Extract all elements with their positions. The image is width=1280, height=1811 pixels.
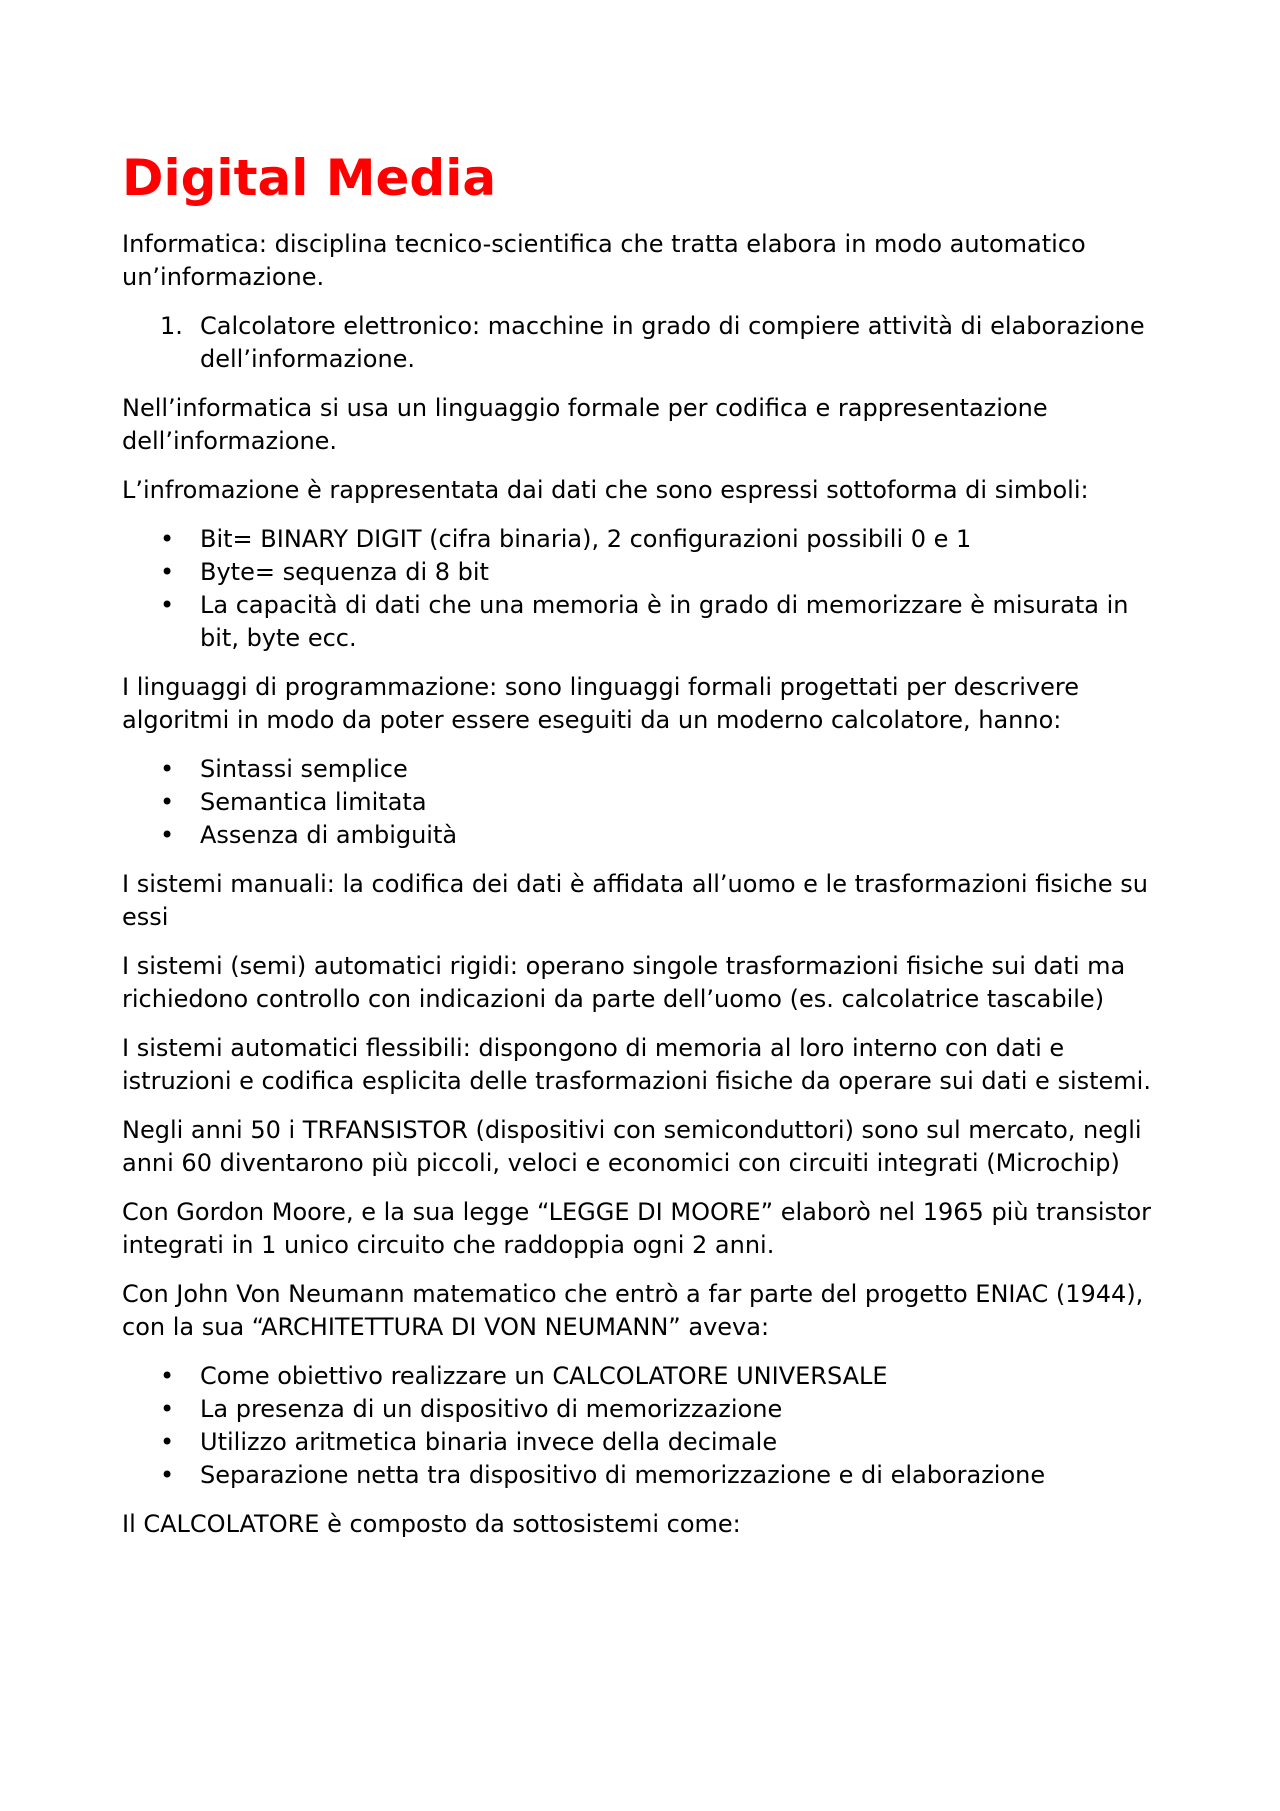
bullet-icon: • <box>160 1427 175 1456</box>
paragraph-calcolatore: Il CALCOLATORE è composto da sottosistemi come: <box>122 1509 741 1538</box>
bullet-icon: • <box>160 590 175 619</box>
list-item-text: La presenza di un dispositivo di memorizzazione <box>200 1394 783 1423</box>
bullet-list-bit-byte <box>122 523 1170 655</box>
bullet-icon: • <box>160 1394 175 1423</box>
bullet-icon: • <box>160 1460 175 1489</box>
list-item <box>160 589 1170 655</box>
paragraph-informazione-dati: L’infromazione è rappresentata dai dati che sono espressi sottoforma di simboli: <box>122 475 1089 504</box>
list-item <box>160 819 1170 852</box>
list-item-text: Bit= BINARY DIGIT (cifra binaria), 2 configurazioni possibili 0 e 1 <box>200 524 972 553</box>
list-item-text: Sintassi semplice <box>200 754 408 783</box>
bullet-icon: • <box>160 524 175 553</box>
list-item-text: Utilizzo aritmetica binaria invece della decimale <box>200 1427 778 1456</box>
bullet-icon: • <box>160 787 175 816</box>
list-item-text: La capacità di dati che una memoria è in grado di memorizzare è misurata in bit, byte ecc. <box>200 590 1129 652</box>
list-item <box>160 786 1170 819</box>
bullet-list-linguaggi <box>122 753 1170 852</box>
paragraph-transistor: Negli anni 50 i TRFANSISTOR (dispositivi con semiconduttori) sono sul mercato, negli anni 60 diventarono più piccoli, veloci e economici con circuiti integrati (Microchip) <box>122 1115 1142 1177</box>
list-item <box>160 556 1170 589</box>
paragraph-sistemi-rigidi: I sistemi (semi) automatici rigidi: operano singole trasformazioni fisiche sui dati ma richiedono controllo con indicazioni da parte dell’uomo (es. calcolatrice tascabile) <box>122 951 1126 1013</box>
bullet-icon: • <box>160 754 175 783</box>
list-item <box>160 753 1170 786</box>
paragraph-von-neumann: Con John Von Neumann matematico che entrò a far parte del progetto ENIAC (1944), con la sua “ARCHITETTURA DI VON NEUMANN” aveva: <box>122 1279 1144 1341</box>
paragraph-sistemi-flessibili: I sistemi automatici flessibili: dispongono di memoria al loro interno con dati e istruzioni e codifica esplicita delle trasformazioni fisiche da operare sui dati e sistemi. <box>122 1033 1151 1095</box>
paragraph-gordon-moore: Con Gordon Moore, e la sua legge “LEGGE DI MOORE” elaborò nel 1965 più transistor integrati in 1 unico circuito che raddoppia ogni 2 anni. <box>122 1197 1152 1259</box>
bullet-icon: • <box>160 820 175 849</box>
list-item <box>160 1360 1170 1393</box>
list-item-text: Assenza di ambiguità <box>200 820 458 849</box>
list-item-text: Come obiettivo realizzare un CALCOLATORE UNIVERSALE <box>200 1361 888 1390</box>
list-item-text: Semantica limitata <box>200 787 427 816</box>
bullet-icon: • <box>160 1361 175 1390</box>
paragraph-informatica: Informatica: disciplina tecnico-scientifica che tratta elabora in modo automatico un’informazione. <box>122 229 1086 291</box>
paragraph-linguaggio-formale: Nell’informatica si usa un linguaggio formale per codifica e rappresentazione dell’informazione. <box>122 393 1048 455</box>
list-item-text: Calcolatore elettronico: macchine in grado di compiere attività di elaborazione dell’informazione. <box>200 311 1145 373</box>
bullet-list-von-neumann <box>122 1360 1170 1492</box>
paragraph-sistemi-manuali: I sistemi manuali: la codifica dei dati è affidata all’uomo e le trasformazioni fisiche su essi <box>122 869 1148 931</box>
page-title: Digital Media <box>122 149 497 207</box>
list-number: 1. <box>160 311 183 340</box>
list-item <box>160 310 1170 376</box>
numbered-list <box>122 310 1170 376</box>
list-item <box>160 1459 1170 1492</box>
bullet-icon: • <box>160 557 175 586</box>
list-item <box>160 523 1170 556</box>
list-item <box>160 1393 1170 1426</box>
list-item <box>160 1426 1170 1459</box>
list-item-text: Separazione netta tra dispositivo di memorizzazione e di elaborazione <box>200 1460 1046 1489</box>
paragraph-linguaggi-programmazione: I linguaggi di programmazione: sono linguaggi formali progettati per descrivere algoritmi in modo da poter essere eseguiti da un moderno calcolatore, hanno: <box>122 672 1079 734</box>
list-item-text: Byte= sequenza di 8 bit <box>200 557 489 586</box>
